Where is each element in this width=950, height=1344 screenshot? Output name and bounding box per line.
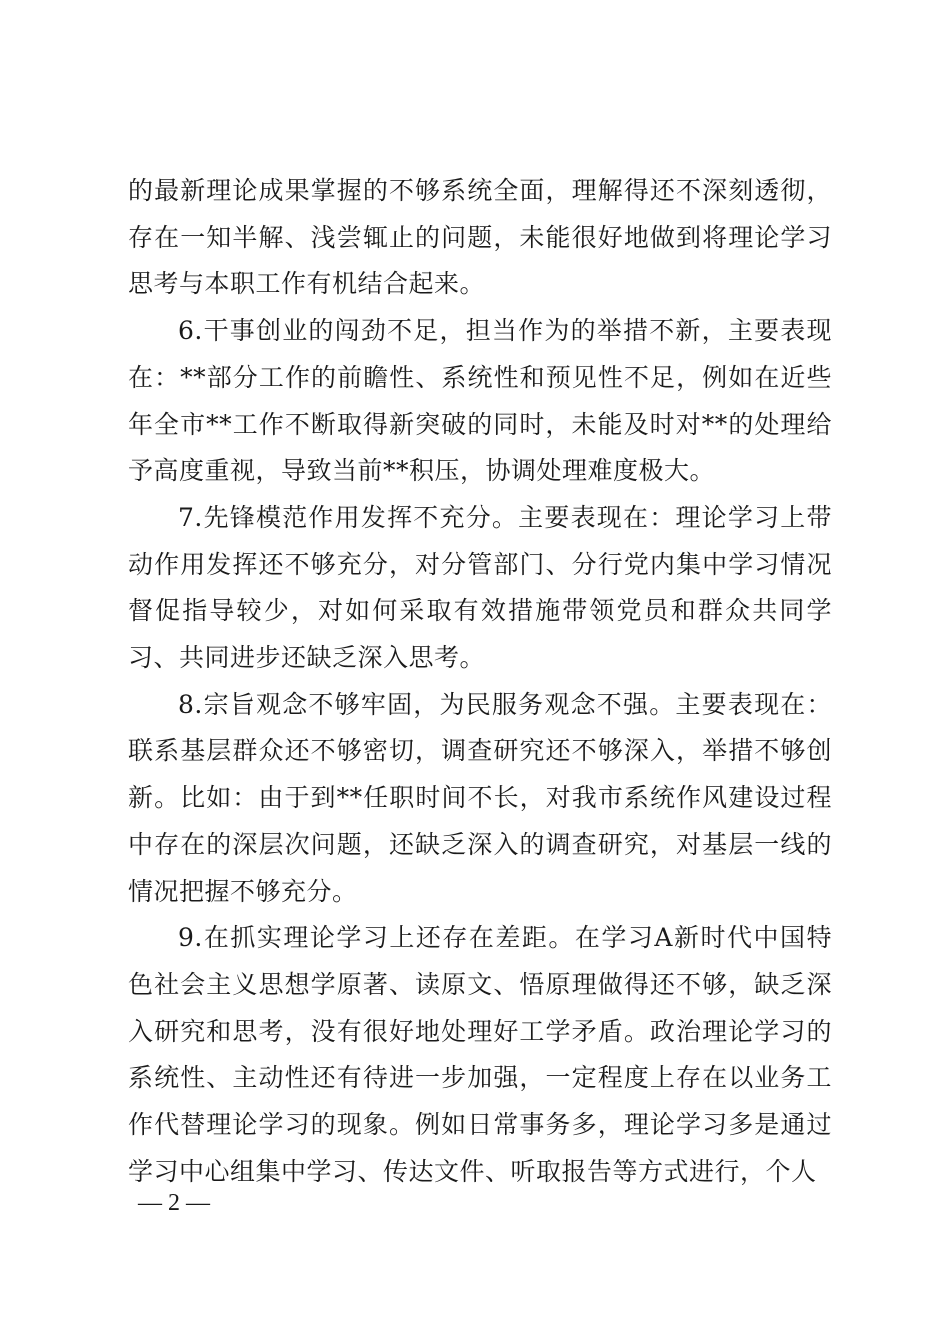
page-number: — 2 — xyxy=(138,1190,210,1216)
document-body xyxy=(128,168,832,1195)
paragraph-5: 9.在抓实理论学习上还存在差距。在学习A新时代中国特色社会主义思想学原著、读原文、悟原理做得还不够，缺乏深入研究和思考，没有很好地处理好工学矛盾。政治理论学习的系统性、主动性还有待进一步加强，一定程度上存在以业务工作代替理论学习的现象。例如日常事务多，理论学习多是通过学习中心组集中学习、传达文件、听取报告等方式进行，个人 xyxy=(128,923,832,1186)
paragraph-3: 7.先锋模范作用发挥不充分。主要表现在：理论学习上带动作用发挥还不够充分，对分管部门、分行党内集中学习情况督促指导较少，对如何采取有效措施带领党员和群众共同学习、共同进步还缺乏深入思考。 xyxy=(128,502,832,673)
paragraph-4: 8.宗旨观念不够牢固，为民服务观念不强。主要表现在：联系基层群众还不够密切，调查研究还不够深入，举措不够创新。比如：由于到**任职时间不长，对我市系统作风建设过程中存在的深层次问题，还缺乏深入的调查研究，对基层一线的情况把握不够充分。 xyxy=(128,689,832,906)
paragraph-2: 6.干事创业的闯劲不足，担当作为的举措不新，主要表现在：**部分工作的前瞻性、系统性和预见性不足，例如在近些年全市**工作不断取得新突破的同时，未能及时对**的处理给予高度重视，导致当前**积压，协调处理难度极大。 xyxy=(128,316,832,486)
paragraph-1: 的最新理论成果掌握的不够系统全面，理解得还不深刻透彻，存在一知半解、浅尝辄止的问题，未能很好地做到将理论学习思考与本职工作有机结合起来。 xyxy=(128,176,832,299)
